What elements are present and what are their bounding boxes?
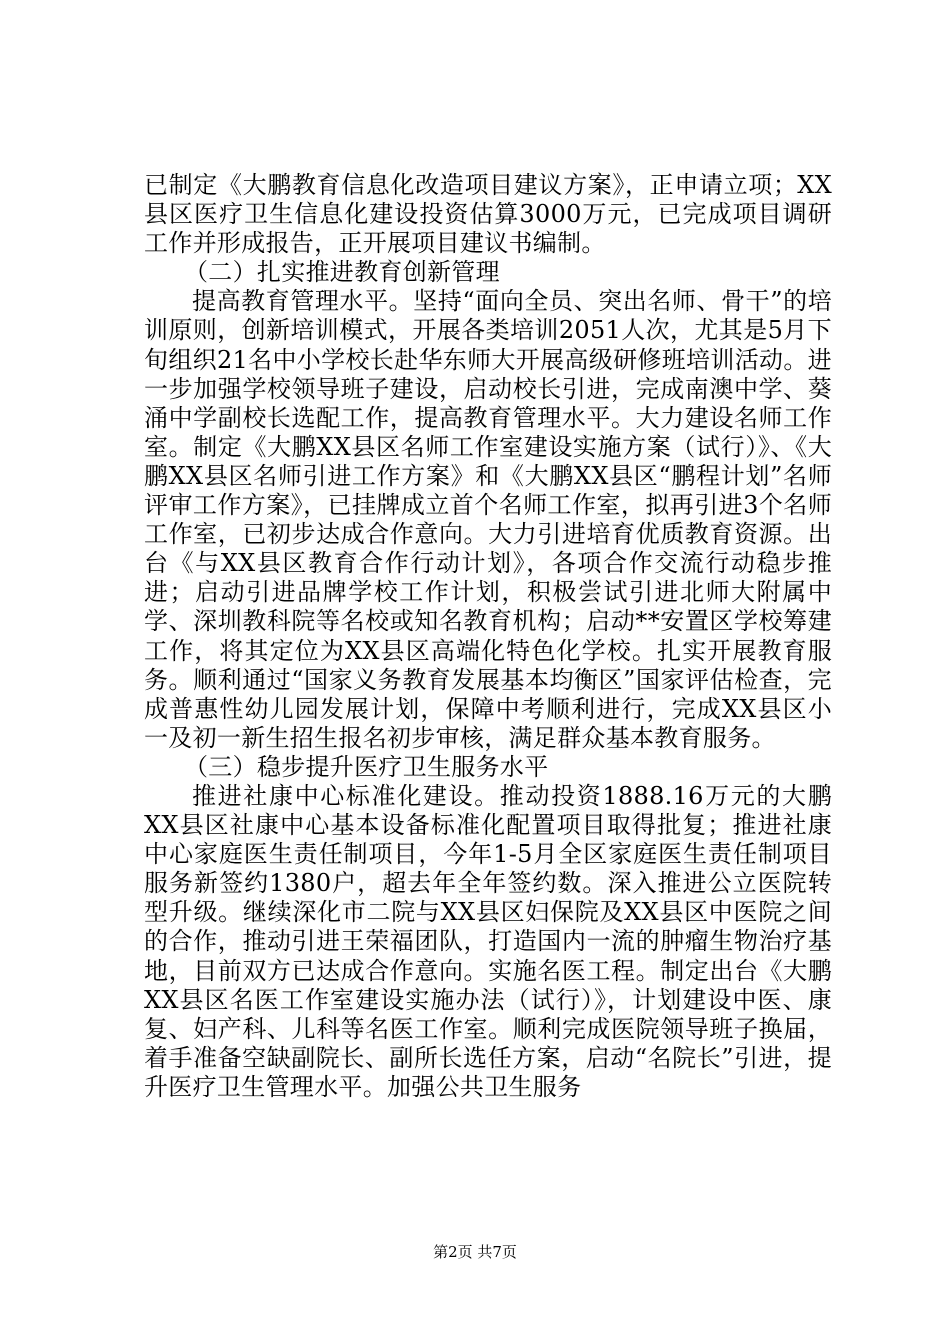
paragraph-healthcare: 推进社康中心标准化建设。推动投资1888.16万元的大鹏XX县区社康中心基本设备标准化配置项目取得批复；推进社康中心家庭医生责任制项目，今年1-5月全区家庭医生责任制项目服务新签约1380户，超去年全年签约数。深入推进公立医院转型升级。继续深化市二院与XX县区妇保院及XX县区中医院之间的合作，推动引进王荣福团队，打造国内一流的肿瘤生物治疗基地，目前双方已达成合作意向。实施名医工程。制定出台《大鹏XX县区名医工作室建设实施办法（试行）》，计划建设中医、康复、妇产科、儿科等名医工作室。顺利完成医院领导班子换届，着手准备空缺副院长、副所长选任方案，启动“名院长”引进，提升医疗卫生管理水平。加强公共卫生服务: [144, 781, 832, 1101]
paragraph-education: 提高教育管理水平。坚持“面向全员、突出名师、骨干”的培训原则，创新培训模式，开展各类培训2051人次，尤其是5月下旬组织21名中小学校长赴华东师大开展高级研修班培训活动。进一步加强学校领导班子建设，启动校长引进，完成南澳中学、葵涌中学副校长选配工作，提高教育管理水平。大力建设名师工作室。制定《大鹏XX县区名师工作室建设实施方案（试行）》、《大鹏XX县区名师引进工作方案》和《大鹏XX县区“鹏程计划”名师评审工作方案》，已挂牌成立首个名师工作室，拟再引进3个名师工作室，已初步达成合作意向。大力引进培育优质教育资源。出台《与XX县区教育合作行动计划》，各项合作交流行动稳步推进；启动引进品牌学校工作计划，积极尝试引进北师大附属中学、深圳教科院等名校或知名教育机构；启动**安置区学校筹建工作，将其定位为XX县区高端化特色化学校。扎实开展教育服务。顺利通过“国家义务教育发展基本均衡区”国家评估检查，完成普惠性幼儿园发展计划，保障中考顺利进行，完成XX县区小一及初一新生招生报名初步审核，满足群众基本教育服务。: [144, 287, 832, 752]
section-heading-2: （二）扎实推进教育创新管理: [184, 258, 500, 287]
page-footer: 第2页 共7页: [433, 1243, 517, 1261]
section-heading-3: （三）稳步提升医疗卫生服务水平: [184, 752, 549, 781]
document-body: [144, 171, 832, 1102]
paragraph-continuation: 已制定《大鹏教育信息化改造项目建议方案》，正申请立项；XX县区医疗卫生信息化建设投资估算3000万元，已完成项目调研工作并形成报告，正开展项目建议书编制。: [144, 171, 832, 258]
